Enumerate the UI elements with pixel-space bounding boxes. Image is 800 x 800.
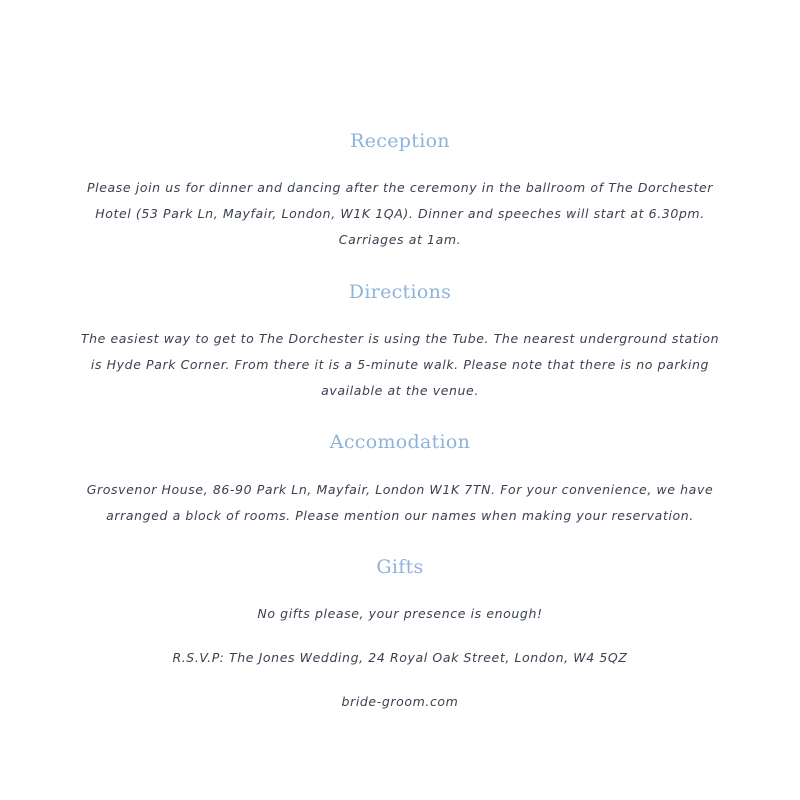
accomodation-heading: Accomodation [329,431,471,453]
directions-text: The easiest way to get to The Dorchester is using the Tube. The nearest underground station is Hyde Park Corner. From there it is a 5-minute walk. Please note that there is no parking available at the venue. [80,331,720,398]
rsvp-text: R.S.V.P: The Jones Wedding, 24 Royal Oak Street, London, W4 5QZ [172,650,628,665]
gifts-text: No gifts please, your presence is enough! [257,606,543,621]
gifts-heading: Gifts [376,556,424,578]
website-text: bride-groom.com [341,694,459,709]
accomodation-text: Grosvenor House, 86-90 Park Ln, Mayfair, London W1K 7TN. For your convenience, we have arranged a block of rooms. Please mention our names when making your reservation. [86,482,714,523]
reception-heading: Reception [350,130,450,152]
reception-text: Please join us for dinner and dancing after the ceremony in the ballroom of The Dorchester Hotel (53 Park Ln, Mayfair, London, W1K 1QA). Dinner and speeches will start at 6.30pm. Carriages at 1am. [87,180,713,247]
directions-heading: Directions [348,281,452,303]
